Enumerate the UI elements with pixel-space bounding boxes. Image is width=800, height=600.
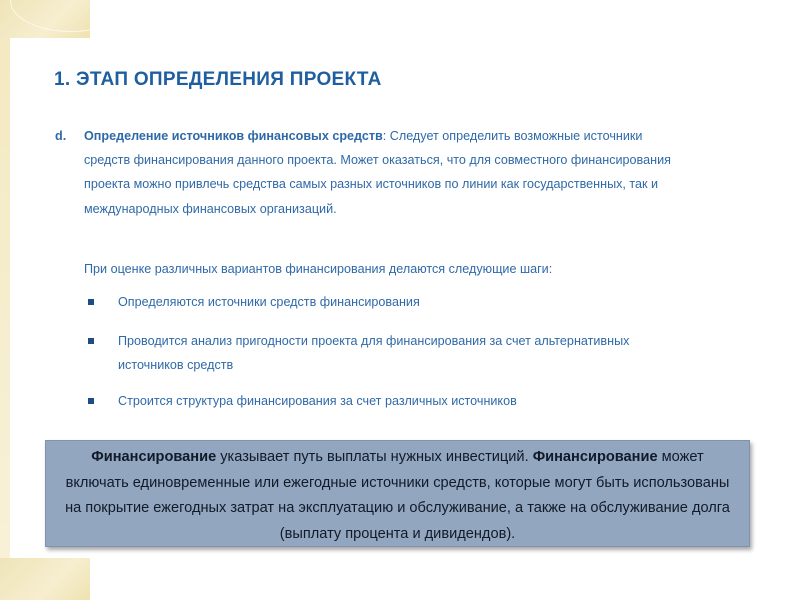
financing-definition-box (45, 440, 750, 547)
item-d-heading: Определение источников финансовых средств (84, 129, 383, 143)
bullet-square-icon (88, 338, 94, 344)
box-text-1: указывает путь выплаты нужных инвестиций. (216, 449, 533, 465)
box-text-2: может включать единовременные или ежегодные источники средств, которые могут быть использованы на покрытие ежегодных затрат на эксплуатацию и обслуживание, а также на обслуживание долга (выплату процента и дивидендов). (65, 449, 730, 542)
item-d-paragraph (84, 124, 684, 221)
slide-title: 1. ЭТАП ОПРЕДЕЛЕНИЯ ПРОЕКТА (54, 69, 382, 90)
bullet-item: Определяются источники средств финансирования (118, 295, 420, 309)
box-term-2: Финансирование (532, 449, 658, 465)
item-marker: d. (55, 129, 67, 143)
steps-intro: При оценке различных вариантов финансирования делаются следующие шаги: (84, 262, 553, 276)
decorative-corner-bottom (0, 558, 90, 600)
bullet-item: Строится структура финансирования за счет различных источников (118, 394, 517, 408)
item-d-text: : Следует определить возможные источники средств финансирования данного проекта. Может оказаться, что для совместного финансирования проекта можно привлечь средства самых разных источников по линии как государственных, так и международных финансовых организаций. (84, 129, 671, 216)
bullet-square-icon (88, 299, 94, 305)
box-term-1: Финансирование (91, 449, 217, 465)
bullet-square-icon (88, 398, 94, 404)
decorative-corner-top (0, 0, 90, 38)
bullet-item: Проводится анализ пригодности проекта для финансирования за счет альтернативных источников средств (118, 334, 630, 373)
decorative-side-strip (0, 38, 10, 558)
